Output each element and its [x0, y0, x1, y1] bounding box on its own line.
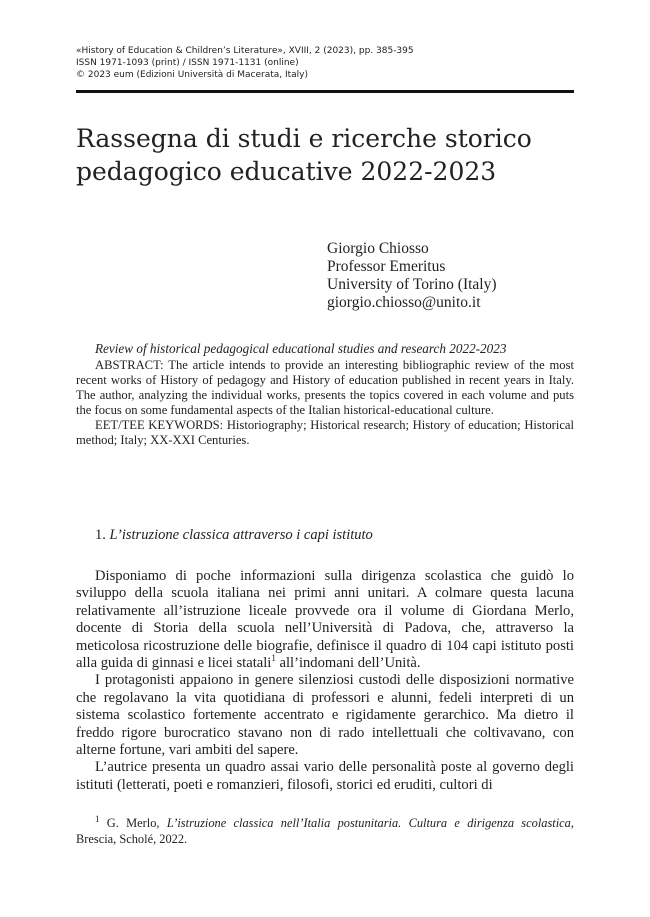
author-name: Giorgio Chiosso: [327, 240, 429, 257]
paragraph-3: L’autrice presenta un quadro assai vario delle personalità poste al governo degli istituti (letterati, poeti e romanzieri, filosofi, storici ed eruditi, cultori di: [76, 759, 574, 793]
footnote-number: 1: [95, 813, 100, 824]
paragraph-2: I protagonisti appaiono in genere silenziosi custodi delle disposizioni normative che regolavano la vita quotidiana di professori e alunni, fedeli interpreti di un sistema scolastico fortemente accentrato e rigidamente gerarchico. Ma dietro il freddo rigore burocratico stavano non di rado intellettuali che coltivavano, con alterne fortune, vari ambiti del sapere.: [76, 672, 574, 759]
paragraph-1-text: Disponiamo di poche informazioni sulla dirigenza scolastica che guidò lo sviluppo della scuola italiana nei primi anni unitari. A colmare questa lacuna relativamente all’istruzione liceale provvede ora il volume di Giordana Merlo, docente di Storia della scuola nell’Università di Padova, che, attraverso la meticolosa ricostruzione delle biografie, definisce il quadro di 104 capi istituto posti alla guida di ginnasi e licei statali: [76, 568, 574, 672]
footnote-rest: , Brescia, Scholé, 2022.: [76, 816, 574, 846]
paragraph-1-tail: all’indomani dell’Unità.: [275, 655, 421, 672]
header-rule: [76, 90, 574, 93]
article-title: [76, 122, 576, 188]
english-title: Review of historical pedagogical educational studies and research 2022-2023: [95, 341, 507, 356]
copyright-line: © 2023 eum (Edizioni Università di Macerata, Italy): [76, 70, 309, 80]
footnote-1: [76, 815, 574, 847]
title-line-2: pedagogico educative 2022-2023: [76, 157, 497, 186]
body-text: [76, 568, 574, 794]
journal-header: [76, 45, 576, 81]
footnote-author: G. Merlo,: [106, 816, 160, 830]
section-heading: [95, 526, 565, 544]
issn-line: ISSN 1971-1093 (print) / ISSN 1971-1131 (online): [76, 58, 299, 68]
keywords: EET/TEE KEYWORDS: Historiography; Historical research; History of education; Historical method; Italy; XX-XXI Centuries.: [76, 418, 574, 448]
paragraph-1: [76, 568, 574, 672]
author-affiliation: University of Torino (Italy): [327, 276, 497, 293]
author-block: [327, 240, 577, 312]
footnote-title: L’istruzione classica nell’Italia postunitaria. Cultura e dirigenza scolastica: [166, 816, 571, 830]
abstract-block: [76, 341, 574, 449]
journal-citation: «History of Education & Children’s Literature», XVIII, 2 (2023), pp. 385-395: [76, 46, 414, 56]
section-title: L’istruzione classica attraverso i capi istituto: [109, 527, 373, 543]
abstract-text: ABSTRACT: The article intends to provide an interesting bibliographic review of the most recent works of History of pedagogy and History of education published in recent years in Italy. The author, analyzing the individual works, presents the topics covered in each volume and puts the focus on some fundamental aspects of the Italian historical-educational culture.: [76, 358, 574, 418]
footnote-ref[interactable]: 1: [271, 653, 276, 664]
author-email[interactable]: giorgio.chiosso@unito.it: [327, 294, 481, 311]
footnote: [76, 815, 574, 847]
section-number: 1.: [95, 527, 106, 543]
title-line-1: Rassegna di studi e ricerche storico: [76, 124, 532, 153]
author-role: Professor Emeritus: [327, 258, 446, 275]
